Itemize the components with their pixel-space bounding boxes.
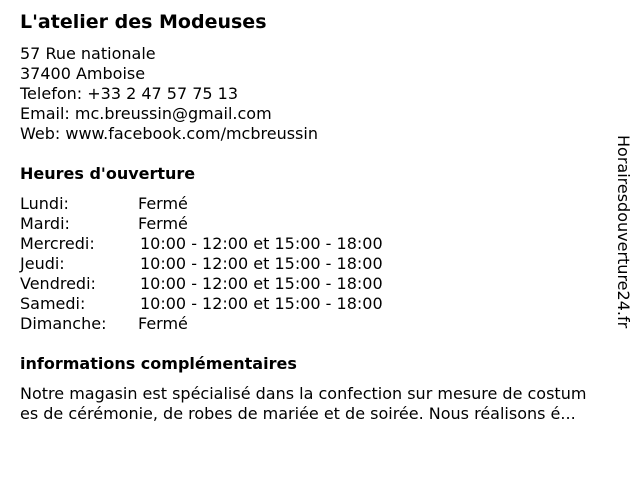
hours-value: 10:00 - 12:00 et 15:00 - 18:00 xyxy=(140,234,383,253)
hours-day: Jeudi: xyxy=(20,254,65,273)
address-email: Email: mc.breussin@gmail.com xyxy=(20,104,272,123)
hours-heading: Heures d'ouverture xyxy=(20,164,196,183)
hours-value: 10:00 - 12:00 et 15:00 - 18:00 xyxy=(140,254,383,273)
info-line: es de cérémonie, de robes de mariée et de soirée. Nous réalisons é... xyxy=(20,404,576,423)
hours-value: 10:00 - 12:00 et 15:00 - 18:00 xyxy=(140,294,383,313)
address-city: 37400 Amboise xyxy=(20,64,146,83)
hours-day: Samedi: xyxy=(20,294,86,313)
site-watermark: Horairesdouverture24.fr xyxy=(614,135,633,329)
info-description xyxy=(20,384,630,424)
address-block xyxy=(20,44,318,144)
info-line: Notre magasin est spécialisé dans la confection sur mesure de costum xyxy=(20,384,587,403)
address-phone: Telefon: +33 2 47 57 75 13 xyxy=(20,84,239,103)
address-web: Web: www.facebook.com/mcbreussin xyxy=(20,124,318,143)
info-heading: informations complémentaires xyxy=(20,354,297,373)
hours-value: Fermé xyxy=(138,214,188,233)
address-street: 57 Rue nationale xyxy=(20,44,156,63)
hours-value: Fermé xyxy=(138,194,188,213)
hours-day: Dimanche: xyxy=(20,314,107,333)
hours-value: Fermé xyxy=(138,314,188,333)
hours-value: 10:00 - 12:00 et 15:00 - 18:00 xyxy=(140,274,383,293)
hours-day: Mardi: xyxy=(20,214,70,233)
hours-day: Vendredi: xyxy=(20,274,96,293)
shop-title: L'atelier des Modeuses xyxy=(20,11,267,33)
hours-day: Mercredi: xyxy=(20,234,95,253)
hours-day: Lundi: xyxy=(20,194,69,213)
